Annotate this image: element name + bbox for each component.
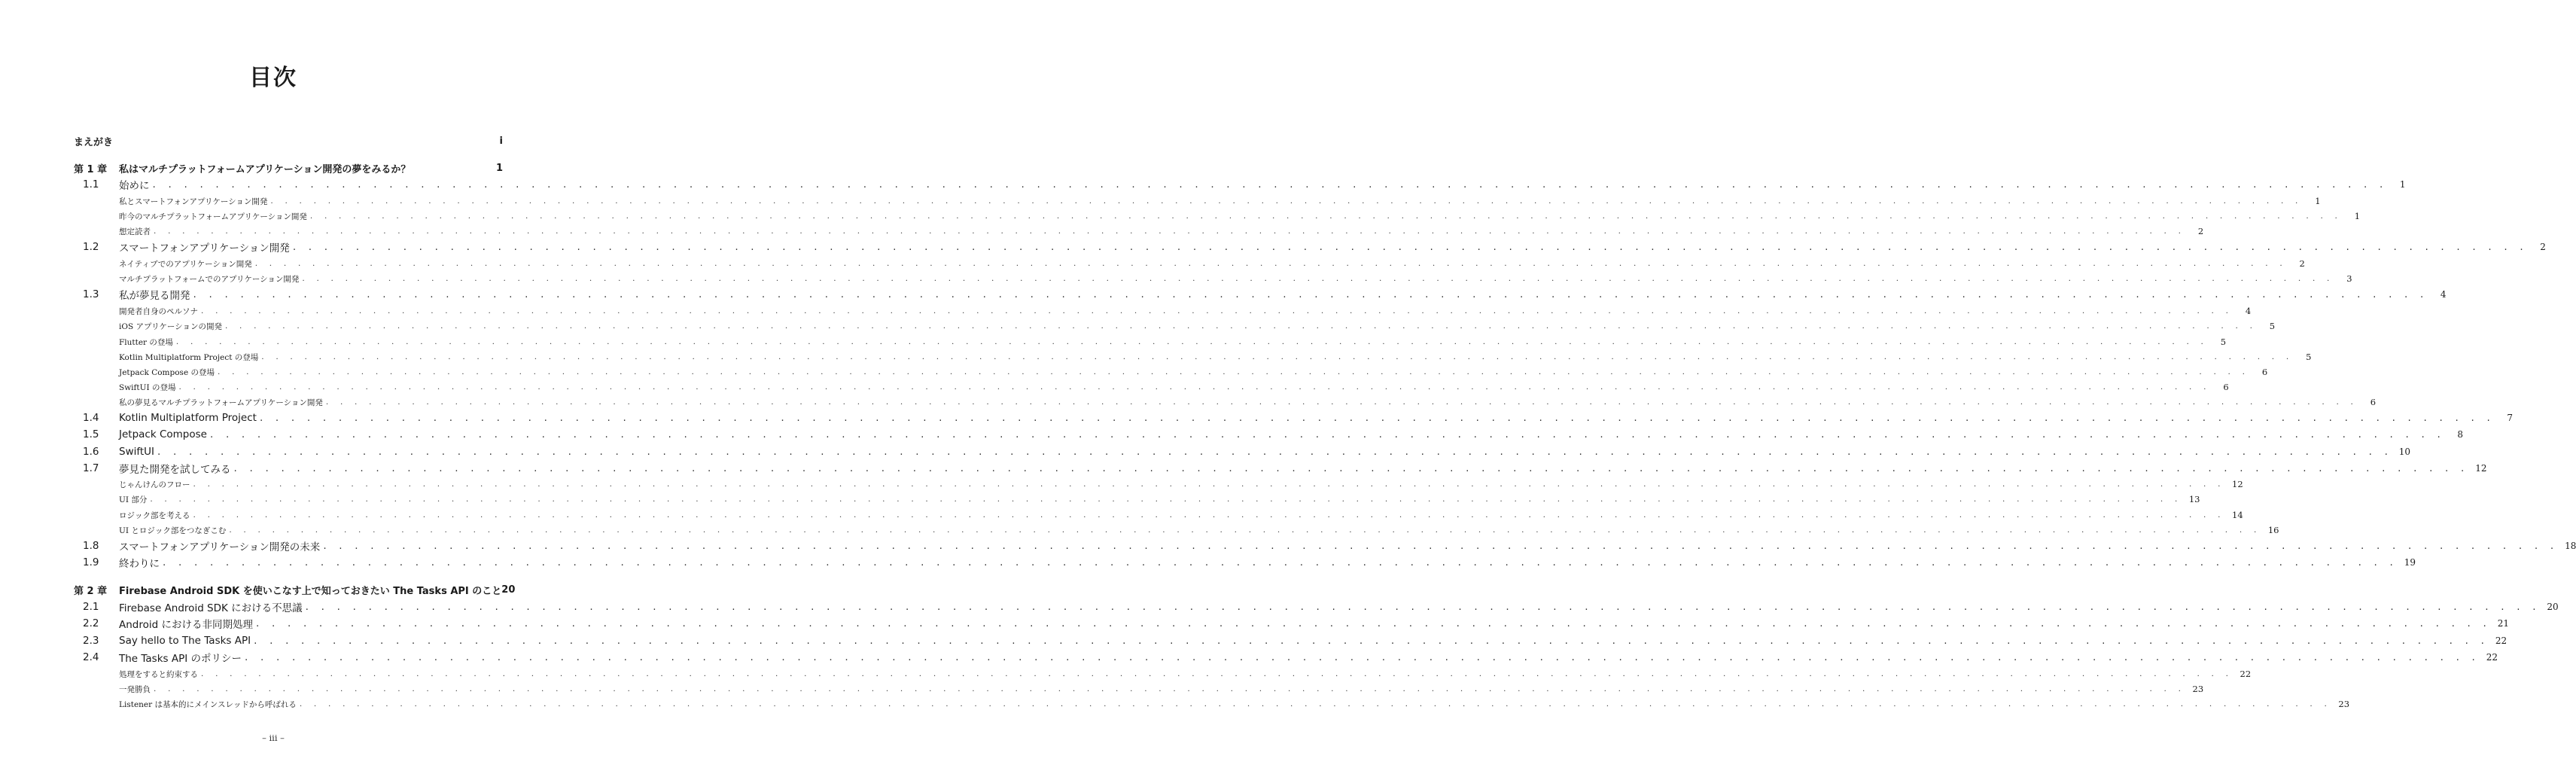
toc-title: Flutter の登場 <box>119 337 173 347</box>
dot-leader <box>300 699 2331 709</box>
toc-number: 1.9 <box>83 556 99 568</box>
toc-title: The Tasks API のポリシー <box>119 653 242 665</box>
toc-page: i <box>499 135 503 147</box>
toc-title: 私はマルチプラットフォームアプリケーション開発の夢をみるか？ <box>119 163 411 175</box>
toc-page: 5 <box>2306 352 2312 362</box>
toc-entry-1-7-c[interactable] <box>119 507 2243 523</box>
toc-title: 夢見た開発を試してみる <box>119 464 231 476</box>
toc-title: 処理をすると約束する <box>119 669 198 679</box>
toc-entry-1-8[interactable] <box>74 538 2576 553</box>
toc-number: 1.3 <box>83 288 99 300</box>
dot-leader <box>310 212 2342 221</box>
toc-title: じゃんけんのフロー <box>119 480 190 489</box>
toc-number: 2.4 <box>83 651 99 663</box>
toc-page: 22 <box>2486 652 2498 663</box>
dot-leader <box>293 241 2528 253</box>
toc-number: 1.8 <box>83 540 99 552</box>
dot-leader <box>210 428 2445 440</box>
dot-leader <box>178 382 2210 392</box>
toc-title: UI 部分 <box>119 495 148 504</box>
page-title: 目次 <box>249 65 297 91</box>
toc-page: 5 <box>2269 321 2276 331</box>
toc-title: 終わりに <box>119 558 160 570</box>
toc-page: 1 <box>2354 211 2361 221</box>
toc-entry-1-2-a[interactable] <box>119 256 2305 271</box>
toc-entry-1-9[interactable] <box>74 555 2416 570</box>
toc-title: 開発者自身のペルソナ <box>119 306 198 316</box>
toc-title: SwiftUI <box>119 446 155 458</box>
dot-leader <box>153 178 2388 190</box>
toc-number: 2.1 <box>83 601 99 613</box>
toc-entry-preface[interactable] <box>74 133 503 148</box>
toc-title: Listener は基本的にメインスレッドから呼ばれる <box>119 699 297 709</box>
dot-leader <box>225 322 2257 331</box>
toc-number: 2.2 <box>83 617 99 629</box>
toc-entry-1-3-a[interactable] <box>119 303 2252 318</box>
toc-title: iOS アプリケーションの開発 <box>119 322 222 331</box>
toc-number: 1.2 <box>83 241 99 253</box>
toc-title: ネイティブでのアプリケーション開発 <box>119 259 252 269</box>
toc-page: 20 <box>2547 602 2559 612</box>
toc-entry-1-1-a[interactable] <box>119 194 2321 209</box>
toc-title: SwiftUI の登場 <box>119 382 176 392</box>
toc-title: Jetpack Compose <box>119 428 207 440</box>
dot-leader <box>154 684 2185 693</box>
toc-entry-2-4-c[interactable] <box>119 696 2350 712</box>
dot-leader <box>163 556 2398 568</box>
dot-leader <box>323 540 2558 552</box>
toc-page: 2 <box>2299 258 2305 269</box>
toc-page: 2 <box>2540 242 2546 252</box>
toc-title: まえがき <box>74 136 114 148</box>
toc-entry-2-4[interactable] <box>74 650 2498 665</box>
toc-entry-1-7-b[interactable] <box>119 492 2200 507</box>
toc-entry-2-1[interactable] <box>74 599 2559 614</box>
toc-entry-1-5[interactable] <box>74 427 2463 442</box>
dot-leader <box>157 446 2392 458</box>
toc-page: 1 <box>2399 179 2406 190</box>
dot-leader <box>254 635 2489 647</box>
toc-page: 6 <box>2223 382 2229 392</box>
dot-leader <box>234 462 2469 474</box>
dot-leader <box>270 197 2302 206</box>
toc-page: 22 <box>2240 669 2252 679</box>
dot-leader <box>229 526 2261 535</box>
toc-title: 昨今のマルチプラットフォームアプリケーション開発 <box>119 212 307 221</box>
toc-title: UI とロジック部をつなぎこむ <box>119 526 227 535</box>
toc-page: 6 <box>2261 367 2268 377</box>
toc-title: マルチプラットフォームでのアプリケーション開発 <box>119 274 300 284</box>
toc-page: 4 <box>2440 289 2447 300</box>
toc-number: 1.7 <box>83 462 99 474</box>
dot-leader <box>218 367 2249 376</box>
toc-page: 10 <box>2398 446 2411 457</box>
toc-entry-1-3-f[interactable] <box>119 379 2229 395</box>
dot-leader <box>261 352 2293 361</box>
toc-title: 始めに <box>119 180 150 192</box>
toc-entry-1-4[interactable] <box>74 410 2513 425</box>
toc-title: Firebase Android SDK における不思議 <box>119 602 303 614</box>
toc-page: 4 <box>2245 306 2252 316</box>
toc-page: 1 <box>2315 196 2321 206</box>
dot-leader <box>326 398 2358 407</box>
toc-title: 私の夢見るマルチプラットフォームアプリケーション開発 <box>119 398 323 407</box>
toc-page: 2 <box>2197 226 2204 236</box>
dot-leader <box>245 651 2480 663</box>
toc-entry-1-1-c[interactable] <box>119 224 2204 239</box>
toc-title: Firebase Android SDK を使いこなす上で知っておきたい The Tasks API のこと <box>119 585 502 597</box>
toc-page: 7 <box>2507 413 2513 423</box>
toc-entry-1-3-e[interactable] <box>119 364 2268 379</box>
toc-page: 18 <box>2565 541 2576 551</box>
toc-page: 14 <box>2232 510 2243 520</box>
toc-entry-1-3-d[interactable] <box>119 349 2312 364</box>
toc-number: 1.6 <box>83 446 99 458</box>
dot-leader <box>193 510 2225 520</box>
toc-title: 一発勝負 <box>119 684 151 694</box>
toc-entry-2-2[interactable] <box>74 616 2510 631</box>
toc-number: 1.5 <box>83 428 99 440</box>
toc-number: 1.1 <box>83 178 99 190</box>
dot-leader <box>302 274 2334 283</box>
toc-page: 6 <box>2370 397 2377 407</box>
toc-page: 12 <box>2475 463 2487 474</box>
toc-title: Jetpack Compose の登場 <box>119 367 215 377</box>
toc-entry-2-3[interactable] <box>74 633 2507 648</box>
dot-leader <box>176 337 2208 346</box>
toc-page: 13 <box>2188 494 2200 504</box>
dot-leader <box>154 227 2185 236</box>
toc-entry-1-3-b[interactable] <box>119 318 2276 334</box>
toc-page: 16 <box>2267 525 2279 535</box>
toc-page: 20 <box>501 584 516 596</box>
toc-page: 23 <box>2338 699 2350 709</box>
dot-leader <box>201 306 2233 315</box>
toc-number: 1.4 <box>83 412 99 424</box>
toc-entry-1-2-b[interactable] <box>119 271 2352 286</box>
page-number-footer: – iii – <box>262 733 285 743</box>
toc-title: スマートフォンアプリケーション開発 <box>119 242 290 254</box>
toc-page: 19 <box>2404 557 2416 568</box>
toc-title: Kotlin Multiplatform Project の登場 <box>119 352 259 362</box>
dot-leader <box>306 601 2541 613</box>
dot-leader <box>255 259 2287 268</box>
dot-leader <box>193 288 2428 300</box>
toc-page: 5 <box>2220 337 2227 347</box>
dot-leader <box>150 495 2182 504</box>
toc-entry-1-3-c[interactable] <box>119 334 2227 349</box>
toc-title: スマートフォンアプリケーション開発の未来 <box>119 541 321 553</box>
toc-title: Say hello to The Tasks API <box>119 635 251 647</box>
toc-entry-1-7-a[interactable] <box>119 477 2243 492</box>
toc-entry-1-1[interactable] <box>74 177 2406 192</box>
toc-chapter-label: 第 1 章 <box>74 163 108 175</box>
toc-title: ロジック部を考える <box>119 510 190 520</box>
toc-page: 12 <box>2232 479 2243 489</box>
toc-entry-1-6[interactable] <box>74 444 2411 459</box>
toc-title: Kotlin Multiplatform Project <box>119 412 257 424</box>
dot-leader <box>256 617 2491 629</box>
toc-page: 22 <box>2495 635 2507 646</box>
toc-entry-1-3[interactable] <box>74 287 2447 302</box>
toc-page: 23 <box>2192 684 2204 694</box>
toc-number: 2.3 <box>83 635 99 647</box>
toc-page: 3 <box>2346 273 2352 284</box>
toc-title: 想定読者 <box>119 227 151 236</box>
toc-entry-1-1-b[interactable] <box>119 209 2361 224</box>
toc-entry-2-4-a[interactable] <box>119 666 2252 681</box>
dot-leader <box>201 669 2233 678</box>
toc-page: 8 <box>2457 429 2463 440</box>
toc-entry-2-4-b[interactable] <box>119 681 2204 696</box>
toc-title: 私が夢見る開発 <box>119 290 190 302</box>
toc-chapter-label: 第 2 章 <box>74 585 108 597</box>
toc-entry-1-3-g[interactable] <box>119 395 2377 410</box>
toc-entry-chapter-2[interactable] <box>74 582 516 597</box>
toc-page: 1 <box>495 162 503 174</box>
toc-entry-1-7[interactable] <box>74 461 2487 476</box>
dot-leader <box>193 480 2225 489</box>
toc-entry-chapter-1[interactable] <box>74 160 503 175</box>
toc-title: 私とスマートフォンアプリケーション開発 <box>119 197 268 206</box>
dot-leader <box>260 412 2495 424</box>
toc-title: Android における非同期処理 <box>119 619 253 631</box>
toc-page: 21 <box>2497 618 2510 629</box>
toc-entry-1-7-d[interactable] <box>119 523 2279 538</box>
toc-entry-1-2[interactable] <box>74 239 2546 254</box>
